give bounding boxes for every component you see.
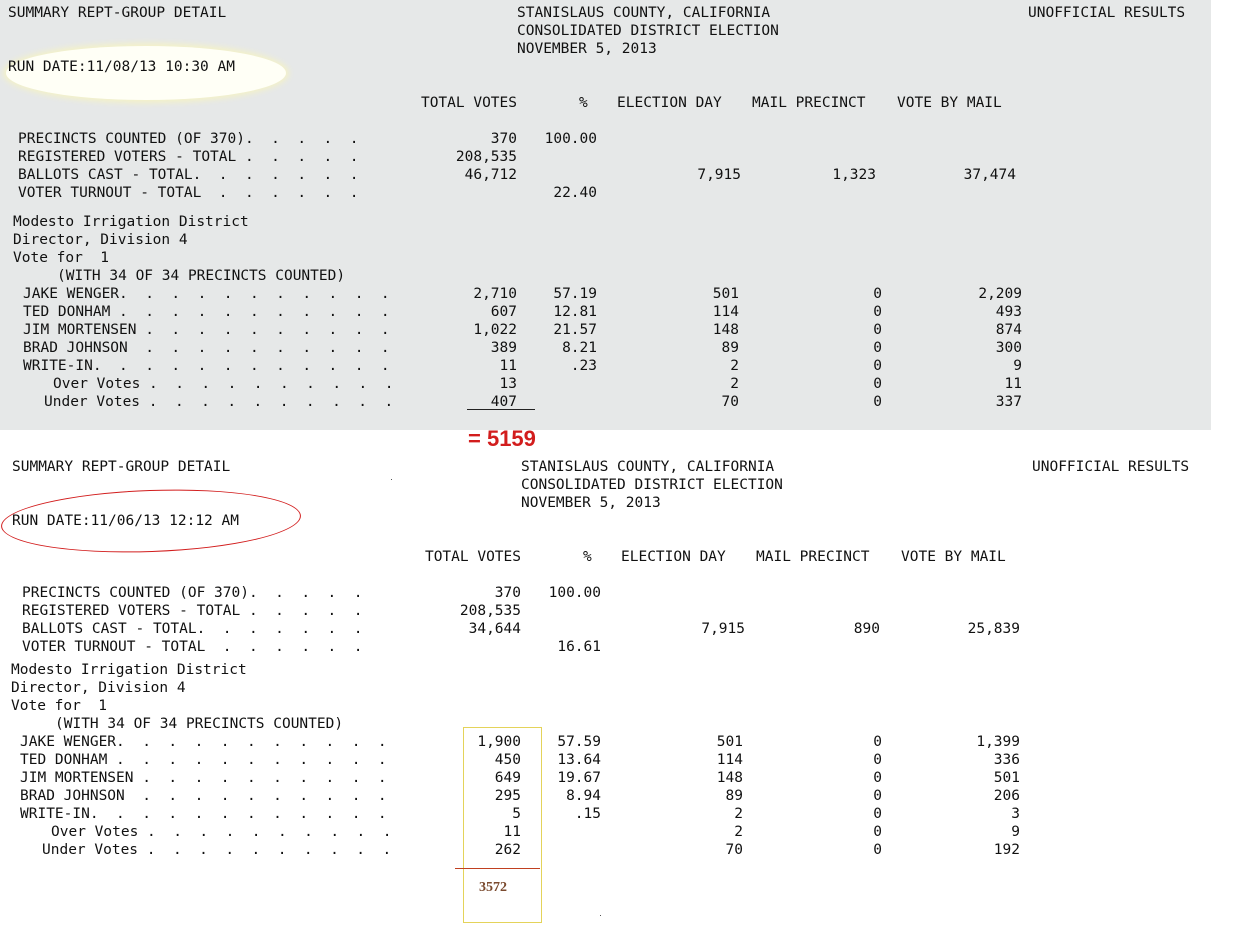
sum-annotation-red: = 5159 — [468, 426, 536, 451]
col-header-vote-by-mail: VOTE BY MAIL — [897, 95, 1002, 111]
candidate-election-day: 114 — [712, 304, 739, 320]
col-header-pct: % — [579, 95, 588, 111]
turnout-pct: 16.61 — [557, 639, 601, 655]
candidate-vote-by-mail: 874 — [995, 322, 1022, 338]
candidate-name: TED DONHAM . . . . . . . . . . . — [23, 304, 390, 320]
candidate-mail-precinct: 0 — [873, 770, 882, 786]
candidate-election-day: 89 — [725, 788, 743, 804]
report-election: CONSOLIDATED DISTRICT ELECTION — [521, 477, 783, 493]
ballots-election-day: 7,915 — [697, 167, 741, 183]
over-votes-election-day: 2 — [730, 376, 739, 392]
candidate-vote-by-mail: 300 — [995, 340, 1022, 356]
over-votes-vote-by-mail: 9 — [1011, 824, 1020, 840]
candidate-mail-precinct: 0 — [873, 340, 882, 356]
ballots-mail-precinct: 1,323 — [832, 167, 876, 183]
sum-rule-line — [455, 868, 540, 869]
candidate-pct: 19.67 — [557, 770, 601, 786]
report-election: CONSOLIDATED DISTRICT ELECTION — [517, 23, 779, 39]
under-votes-total: 262 — [494, 842, 521, 858]
candidate-vote-by-mail: 2,209 — [978, 286, 1022, 302]
ballots-label: BALLOTS CAST - TOTAL. . . . . . . — [18, 167, 359, 183]
candidate-election-day: 89 — [721, 340, 739, 356]
stray-dot — [391, 479, 392, 480]
unofficial-label: UNOFFICIAL RESULTS — [1028, 5, 1186, 21]
turnout-label: VOTER TURNOUT - TOTAL . . . . . . — [22, 639, 363, 655]
candidate-mail-precinct: 0 — [873, 286, 882, 302]
ballots-election-day: 7,915 — [701, 621, 745, 637]
col-header-total: TOTAL VOTES — [420, 95, 517, 111]
over-votes-label: Over Votes . . . . . . . . . . — [51, 824, 392, 840]
turnout-pct: 22.40 — [553, 185, 597, 201]
candidate-name: BRAD JOHNSON . . . . . . . . . . — [23, 340, 390, 356]
report-date: NOVEMBER 5, 2013 — [517, 41, 657, 57]
candidate-vote-by-mail: 493 — [995, 304, 1022, 320]
contest-precincts: (WITH 34 OF 34 PRECINCTS COUNTED) — [55, 716, 344, 732]
candidate-name: WRITE-IN. . . . . . . . . . . . — [20, 806, 387, 822]
candidate-total: 2,710 — [473, 286, 517, 302]
over-votes-total: 11 — [503, 824, 521, 840]
precincts-pct: 100.00 — [544, 131, 597, 147]
ballots-total: 46,712 — [464, 167, 517, 183]
candidate-name: JIM MORTENSEN . . . . . . . . . . — [20, 770, 387, 786]
under-votes-total: 407 — [490, 394, 517, 410]
precincts-label: PRECINCTS COUNTED (OF 370). . . . . — [18, 131, 359, 147]
precincts-total: 370 — [490, 131, 517, 147]
col-header-election-day: ELECTION DAY — [621, 549, 726, 565]
under-votes-mail-precinct: 0 — [873, 394, 882, 410]
candidate-election-day: 501 — [716, 734, 743, 750]
over-votes-mail-precinct: 0 — [873, 824, 882, 840]
candidate-name: JAKE WENGER. . . . . . . . . . . — [23, 286, 390, 302]
precincts-pct: 100.00 — [548, 585, 601, 601]
col-header-mail-precinct: MAIL PRECINCT — [752, 95, 866, 111]
candidate-total: 649 — [494, 770, 521, 786]
candidate-total: 389 — [490, 340, 517, 356]
under-votes-election-day: 70 — [725, 842, 743, 858]
contest-office: Director, Division 4 — [11, 680, 186, 696]
candidate-total: 295 — [494, 788, 521, 804]
stray-dot — [600, 915, 601, 916]
sum-annotation-brown: 3572 — [479, 880, 507, 895]
report-title: SUMMARY REPT-GROUP DETAIL — [12, 459, 231, 475]
ballots-vote-by-mail: 37,474 — [963, 167, 1016, 183]
over-votes-mail-precinct: 0 — [873, 376, 882, 392]
candidate-name: TED DONHAM . . . . . . . . . . . — [20, 752, 387, 768]
candidate-vote-by-mail: 3 — [1011, 806, 1020, 822]
turnout-label: VOTER TURNOUT - TOTAL . . . . . . — [18, 185, 359, 201]
under-votes-mail-precinct: 0 — [873, 842, 882, 858]
contest-title: Modesto Irrigation District — [13, 214, 249, 230]
candidate-total: 607 — [490, 304, 517, 320]
over-votes-total: 13 — [499, 376, 517, 392]
contest-office: Director, Division 4 — [13, 232, 188, 248]
registered-total: 208,535 — [459, 603, 521, 619]
contest-precincts: (WITH 34 OF 34 PRECINCTS COUNTED) — [57, 268, 346, 284]
candidate-total: 11 — [499, 358, 517, 374]
contest-title: Modesto Irrigation District — [11, 662, 247, 678]
precincts-label: PRECINCTS COUNTED (OF 370). . . . . — [22, 585, 363, 601]
candidate-name: JIM MORTENSEN . . . . . . . . . . — [23, 322, 390, 338]
candidate-mail-precinct: 0 — [873, 788, 882, 804]
col-header-pct: % — [583, 549, 592, 565]
precincts-total: 370 — [494, 585, 521, 601]
candidate-name: WRITE-IN. . . . . . . . . . . . — [23, 358, 390, 374]
candidate-mail-precinct: 0 — [873, 322, 882, 338]
candidate-pct: 57.19 — [553, 286, 597, 302]
col-header-election-day: ELECTION DAY — [617, 95, 722, 111]
candidate-vote-by-mail: 206 — [993, 788, 1020, 804]
ballots-total: 34,644 — [468, 621, 521, 637]
candidate-election-day: 501 — [712, 286, 739, 302]
under-votes-election-day: 70 — [721, 394, 739, 410]
col-header-total: TOTAL VOTES — [424, 549, 521, 565]
candidate-pct: 57.59 — [557, 734, 601, 750]
candidate-pct: 8.94 — [566, 788, 601, 804]
candidate-vote-by-mail: 9 — [1013, 358, 1022, 374]
candidate-mail-precinct: 0 — [873, 734, 882, 750]
contest-vote-for: Vote for 1 — [11, 698, 108, 714]
contest-vote-for: Vote for 1 — [13, 250, 110, 266]
candidate-total: 5 — [512, 806, 521, 822]
candidate-vote-by-mail: 1,399 — [976, 734, 1020, 750]
under-votes-label: Under Votes . . . . . . . . . . — [44, 394, 394, 410]
candidate-total: 1,022 — [473, 322, 517, 338]
candidate-election-day: 114 — [716, 752, 743, 768]
run-date: RUN DATE:11/08/13 10:30 AM — [8, 59, 235, 75]
run-date: RUN DATE:11/06/13 12:12 AM — [12, 513, 239, 529]
candidate-name: JAKE WENGER. . . . . . . . . . . — [20, 734, 387, 750]
candidate-vote-by-mail: 501 — [993, 770, 1020, 786]
under-votes-vote-by-mail: 337 — [995, 394, 1022, 410]
candidate-election-day: 2 — [730, 358, 739, 374]
candidate-election-day: 148 — [716, 770, 743, 786]
candidate-pct: .23 — [570, 358, 597, 374]
candidate-pct: 21.57 — [553, 322, 597, 338]
over-votes-vote-by-mail: 11 — [1004, 376, 1022, 392]
report-county: STANISLAUS COUNTY, CALIFORNIA — [517, 5, 771, 21]
ballots-mail-precinct: 890 — [853, 621, 880, 637]
candidate-pct: .15 — [574, 806, 601, 822]
registered-label: REGISTERED VOTERS - TOTAL . . . . . — [22, 603, 363, 619]
registered-total: 208,535 — [455, 149, 517, 165]
candidate-vote-by-mail: 336 — [993, 752, 1020, 768]
unofficial-label: UNOFFICIAL RESULTS — [1032, 459, 1190, 475]
report-title: SUMMARY REPT-GROUP DETAIL — [8, 5, 227, 21]
candidate-election-day: 148 — [712, 322, 739, 338]
candidate-pct: 13.64 — [557, 752, 601, 768]
candidate-mail-precinct: 0 — [873, 752, 882, 768]
col-header-vote-by-mail: VOTE BY MAIL — [901, 549, 1006, 565]
candidate-election-day: 2 — [734, 806, 743, 822]
report-date: NOVEMBER 5, 2013 — [521, 495, 661, 511]
ballots-vote-by-mail: 25,839 — [967, 621, 1020, 637]
registered-label: REGISTERED VOTERS - TOTAL . . . . . — [18, 149, 359, 165]
under-votes-label: Under Votes . . . . . . . . . . — [42, 842, 392, 858]
candidate-total: 1,900 — [477, 734, 521, 750]
over-votes-election-day: 2 — [734, 824, 743, 840]
candidate-pct: 8.21 — [562, 340, 597, 356]
candidate-name: BRAD JOHNSON . . . . . . . . . . — [20, 788, 387, 804]
over-votes-label: Over Votes . . . . . . . . . . — [53, 376, 394, 392]
candidate-pct: 12.81 — [553, 304, 597, 320]
candidate-total: 450 — [494, 752, 521, 768]
candidate-mail-precinct: 0 — [873, 806, 882, 822]
ballots-label: BALLOTS CAST - TOTAL. . . . . . . — [22, 621, 363, 637]
candidate-mail-precinct: 0 — [873, 304, 882, 320]
candidate-mail-precinct: 0 — [873, 358, 882, 374]
report-county: STANISLAUS COUNTY, CALIFORNIA — [521, 459, 775, 475]
under-votes-vote-by-mail: 192 — [993, 842, 1020, 858]
col-header-mail-precinct: MAIL PRECINCT — [756, 549, 870, 565]
